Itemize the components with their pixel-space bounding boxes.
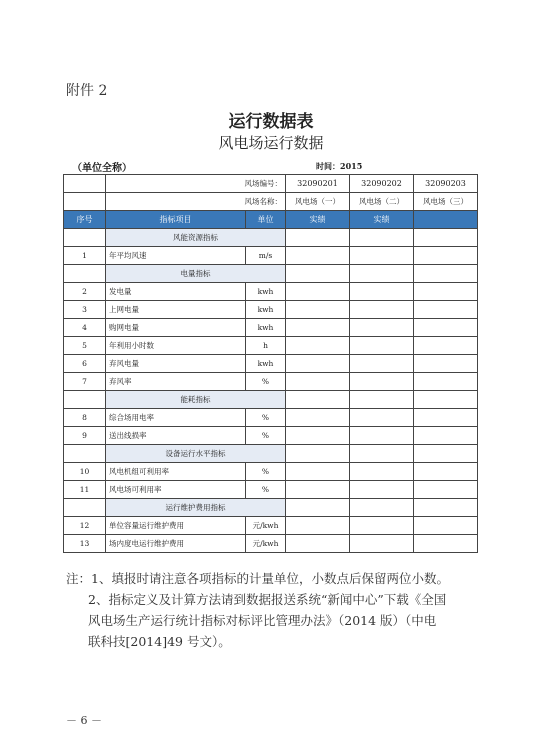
code-row (64, 175, 478, 193)
row-seq: 9 (64, 427, 106, 445)
data-cell[interactable] (286, 373, 350, 391)
row-item: 弃风电量 (106, 355, 246, 373)
table-row (64, 463, 478, 481)
data-cell[interactable] (414, 337, 478, 355)
col-seq: 序号 (64, 211, 106, 229)
name-label: 风场名称： (106, 193, 286, 211)
data-cell[interactable] (286, 463, 350, 481)
data-cell[interactable] (350, 427, 414, 445)
row-unit: kwh (246, 301, 286, 319)
table-row (64, 301, 478, 319)
row-unit: m/s (246, 247, 286, 265)
farm-name-2: 风电场（二） (350, 193, 414, 211)
data-cell[interactable] (414, 391, 478, 409)
unit-label: （单位全称） (72, 163, 132, 174)
row-item: 综合场用电率 (106, 409, 246, 427)
row-seq: 1 (64, 247, 106, 265)
row-unit: 元/kwh (246, 535, 286, 553)
data-cell[interactable] (286, 229, 350, 247)
note-2-line-1: 2、指标定义及计算方法请到数据报送系统“新闻中心”下载《全国 (88, 592, 447, 607)
data-cell[interactable] (414, 301, 478, 319)
data-cell[interactable] (414, 319, 478, 337)
data-cell[interactable] (286, 301, 350, 319)
data-cell[interactable] (414, 247, 478, 265)
row-item: 场内度电运行维护费用 (106, 535, 246, 553)
page-subtitle: 风电场运行数据 (218, 134, 324, 152)
table-row (64, 409, 478, 427)
data-cell[interactable] (286, 445, 350, 463)
data-cell[interactable] (286, 247, 350, 265)
row-unit: % (246, 373, 286, 391)
row-seq: 11 (64, 481, 106, 499)
data-cell[interactable] (350, 337, 414, 355)
data-cell[interactable] (286, 265, 350, 283)
row-seq: 10 (64, 463, 106, 481)
data-cell[interactable] (414, 409, 478, 427)
note-2-line-2: 风电场生产运行统计指标对标评比管理办法》（2014 版）（中电 (88, 613, 437, 628)
row-seq: 5 (64, 337, 106, 355)
data-cell[interactable] (350, 247, 414, 265)
data-cell[interactable] (350, 409, 414, 427)
section-row (64, 391, 478, 409)
section-row (64, 265, 478, 283)
table-row (64, 355, 478, 373)
section-row (64, 445, 478, 463)
row-seq: 4 (64, 319, 106, 337)
data-cell[interactable] (350, 229, 414, 247)
page-title: 运行数据表 (228, 112, 314, 132)
data-cell[interactable] (350, 499, 414, 517)
row-unit: % (246, 463, 286, 481)
table-row (64, 373, 478, 391)
farm-code-3: 32090203 (414, 175, 478, 193)
row-seq: 13 (64, 535, 106, 553)
row-item: 年平均风速 (106, 247, 246, 265)
notes (66, 568, 486, 652)
col-item: 指标项目 (106, 211, 246, 229)
data-cell[interactable] (414, 355, 478, 373)
farm-name-3: 风电场（三） (414, 193, 478, 211)
data-cell[interactable] (286, 499, 350, 517)
data-cell[interactable] (350, 355, 414, 373)
row-seq: 8 (64, 409, 106, 427)
col-actual-1: 实绩 (286, 211, 350, 229)
data-cell[interactable] (414, 517, 478, 535)
data-cell[interactable] (286, 409, 350, 427)
col-actual-3 (414, 211, 478, 229)
row-seq: 12 (64, 517, 106, 535)
section-title: 设备运行水平指标 (106, 445, 286, 463)
row-item: 年利用小时数 (106, 337, 246, 355)
data-cell[interactable] (286, 535, 350, 553)
col-unit: 单位 (246, 211, 286, 229)
data-cell[interactable] (350, 535, 414, 553)
table-row (64, 427, 478, 445)
note-1: 注：1、填报时请注意各项指标的计量单位，小数点后保留两位小数。 (66, 571, 449, 586)
row-item: 送出线损率 (106, 427, 246, 445)
row-unit: % (246, 427, 286, 445)
row-item: 上网电量 (106, 301, 246, 319)
data-cell[interactable] (414, 373, 478, 391)
table-row (64, 337, 478, 355)
table-row (64, 517, 478, 535)
data-cell[interactable] (350, 373, 414, 391)
data-cell[interactable] (414, 535, 478, 553)
row-item: 风电场可利用率 (106, 481, 246, 499)
row-unit: % (246, 481, 286, 499)
row-unit: kwh (246, 283, 286, 301)
farm-code-1: 32090201 (286, 175, 350, 193)
attachment-label: 附件 2 (66, 83, 108, 99)
row-item: 弃风率 (106, 373, 246, 391)
data-cell[interactable] (350, 481, 414, 499)
time-label: 时间：2015 (316, 161, 363, 171)
table-row (64, 535, 478, 553)
farm-name-1: 风电场（一） (286, 193, 350, 211)
row-unit: kwh (246, 319, 286, 337)
data-cell[interactable] (350, 463, 414, 481)
data-cell[interactable] (350, 301, 414, 319)
data-cell[interactable] (286, 427, 350, 445)
data-cell[interactable] (286, 355, 350, 373)
row-seq: 6 (64, 355, 106, 373)
row-item: 购网电量 (106, 319, 246, 337)
data-cell[interactable] (414, 283, 478, 301)
section-row (64, 229, 478, 247)
data-cell[interactable] (414, 499, 478, 517)
data-table (63, 174, 478, 553)
data-cell[interactable] (414, 481, 478, 499)
table-row (64, 481, 478, 499)
row-unit: 元/kwh (246, 517, 286, 535)
row-item: 单位容量运行维护费用 (106, 517, 246, 535)
section-title: 电量指标 (106, 265, 286, 283)
data-cell[interactable] (350, 445, 414, 463)
data-cell[interactable] (414, 427, 478, 445)
table-row (64, 319, 478, 337)
data-cell[interactable] (286, 391, 350, 409)
data-cell[interactable] (286, 283, 350, 301)
column-header-row (64, 211, 478, 229)
data-cell[interactable] (414, 229, 478, 247)
row-item: 风电机组可利用率 (106, 463, 246, 481)
row-seq: 2 (64, 283, 106, 301)
table-row (64, 283, 478, 301)
code-label: 风场编号： (106, 175, 286, 193)
data-cell[interactable] (350, 283, 414, 301)
data-cell[interactable] (286, 481, 350, 499)
data-cell[interactable] (414, 445, 478, 463)
section-title: 能耗指标 (106, 391, 286, 409)
table-row (64, 247, 478, 265)
data-cell[interactable] (286, 337, 350, 355)
section-row (64, 499, 478, 517)
data-cell[interactable] (286, 319, 350, 337)
data-cell[interactable] (350, 517, 414, 535)
note-2-line-3: 联科技[2014]49 号文）。 (88, 634, 231, 649)
row-seq: 3 (64, 301, 106, 319)
name-row (64, 193, 478, 211)
page-number: － 6 － (66, 714, 102, 727)
section-title: 风能资源指标 (106, 229, 286, 247)
data-cell[interactable] (350, 319, 414, 337)
col-actual-2: 实绩 (350, 211, 414, 229)
section-title: 运行维护费用指标 (106, 499, 286, 517)
data-cell[interactable] (350, 265, 414, 283)
row-unit: h (246, 337, 286, 355)
data-cell[interactable] (286, 517, 350, 535)
row-unit: kwh (246, 355, 286, 373)
farm-code-2: 32090202 (350, 175, 414, 193)
data-cell[interactable] (350, 391, 414, 409)
data-cell[interactable] (414, 463, 478, 481)
row-unit: % (246, 409, 286, 427)
row-item: 发电量 (106, 283, 246, 301)
data-cell[interactable] (414, 265, 478, 283)
row-seq: 7 (64, 373, 106, 391)
